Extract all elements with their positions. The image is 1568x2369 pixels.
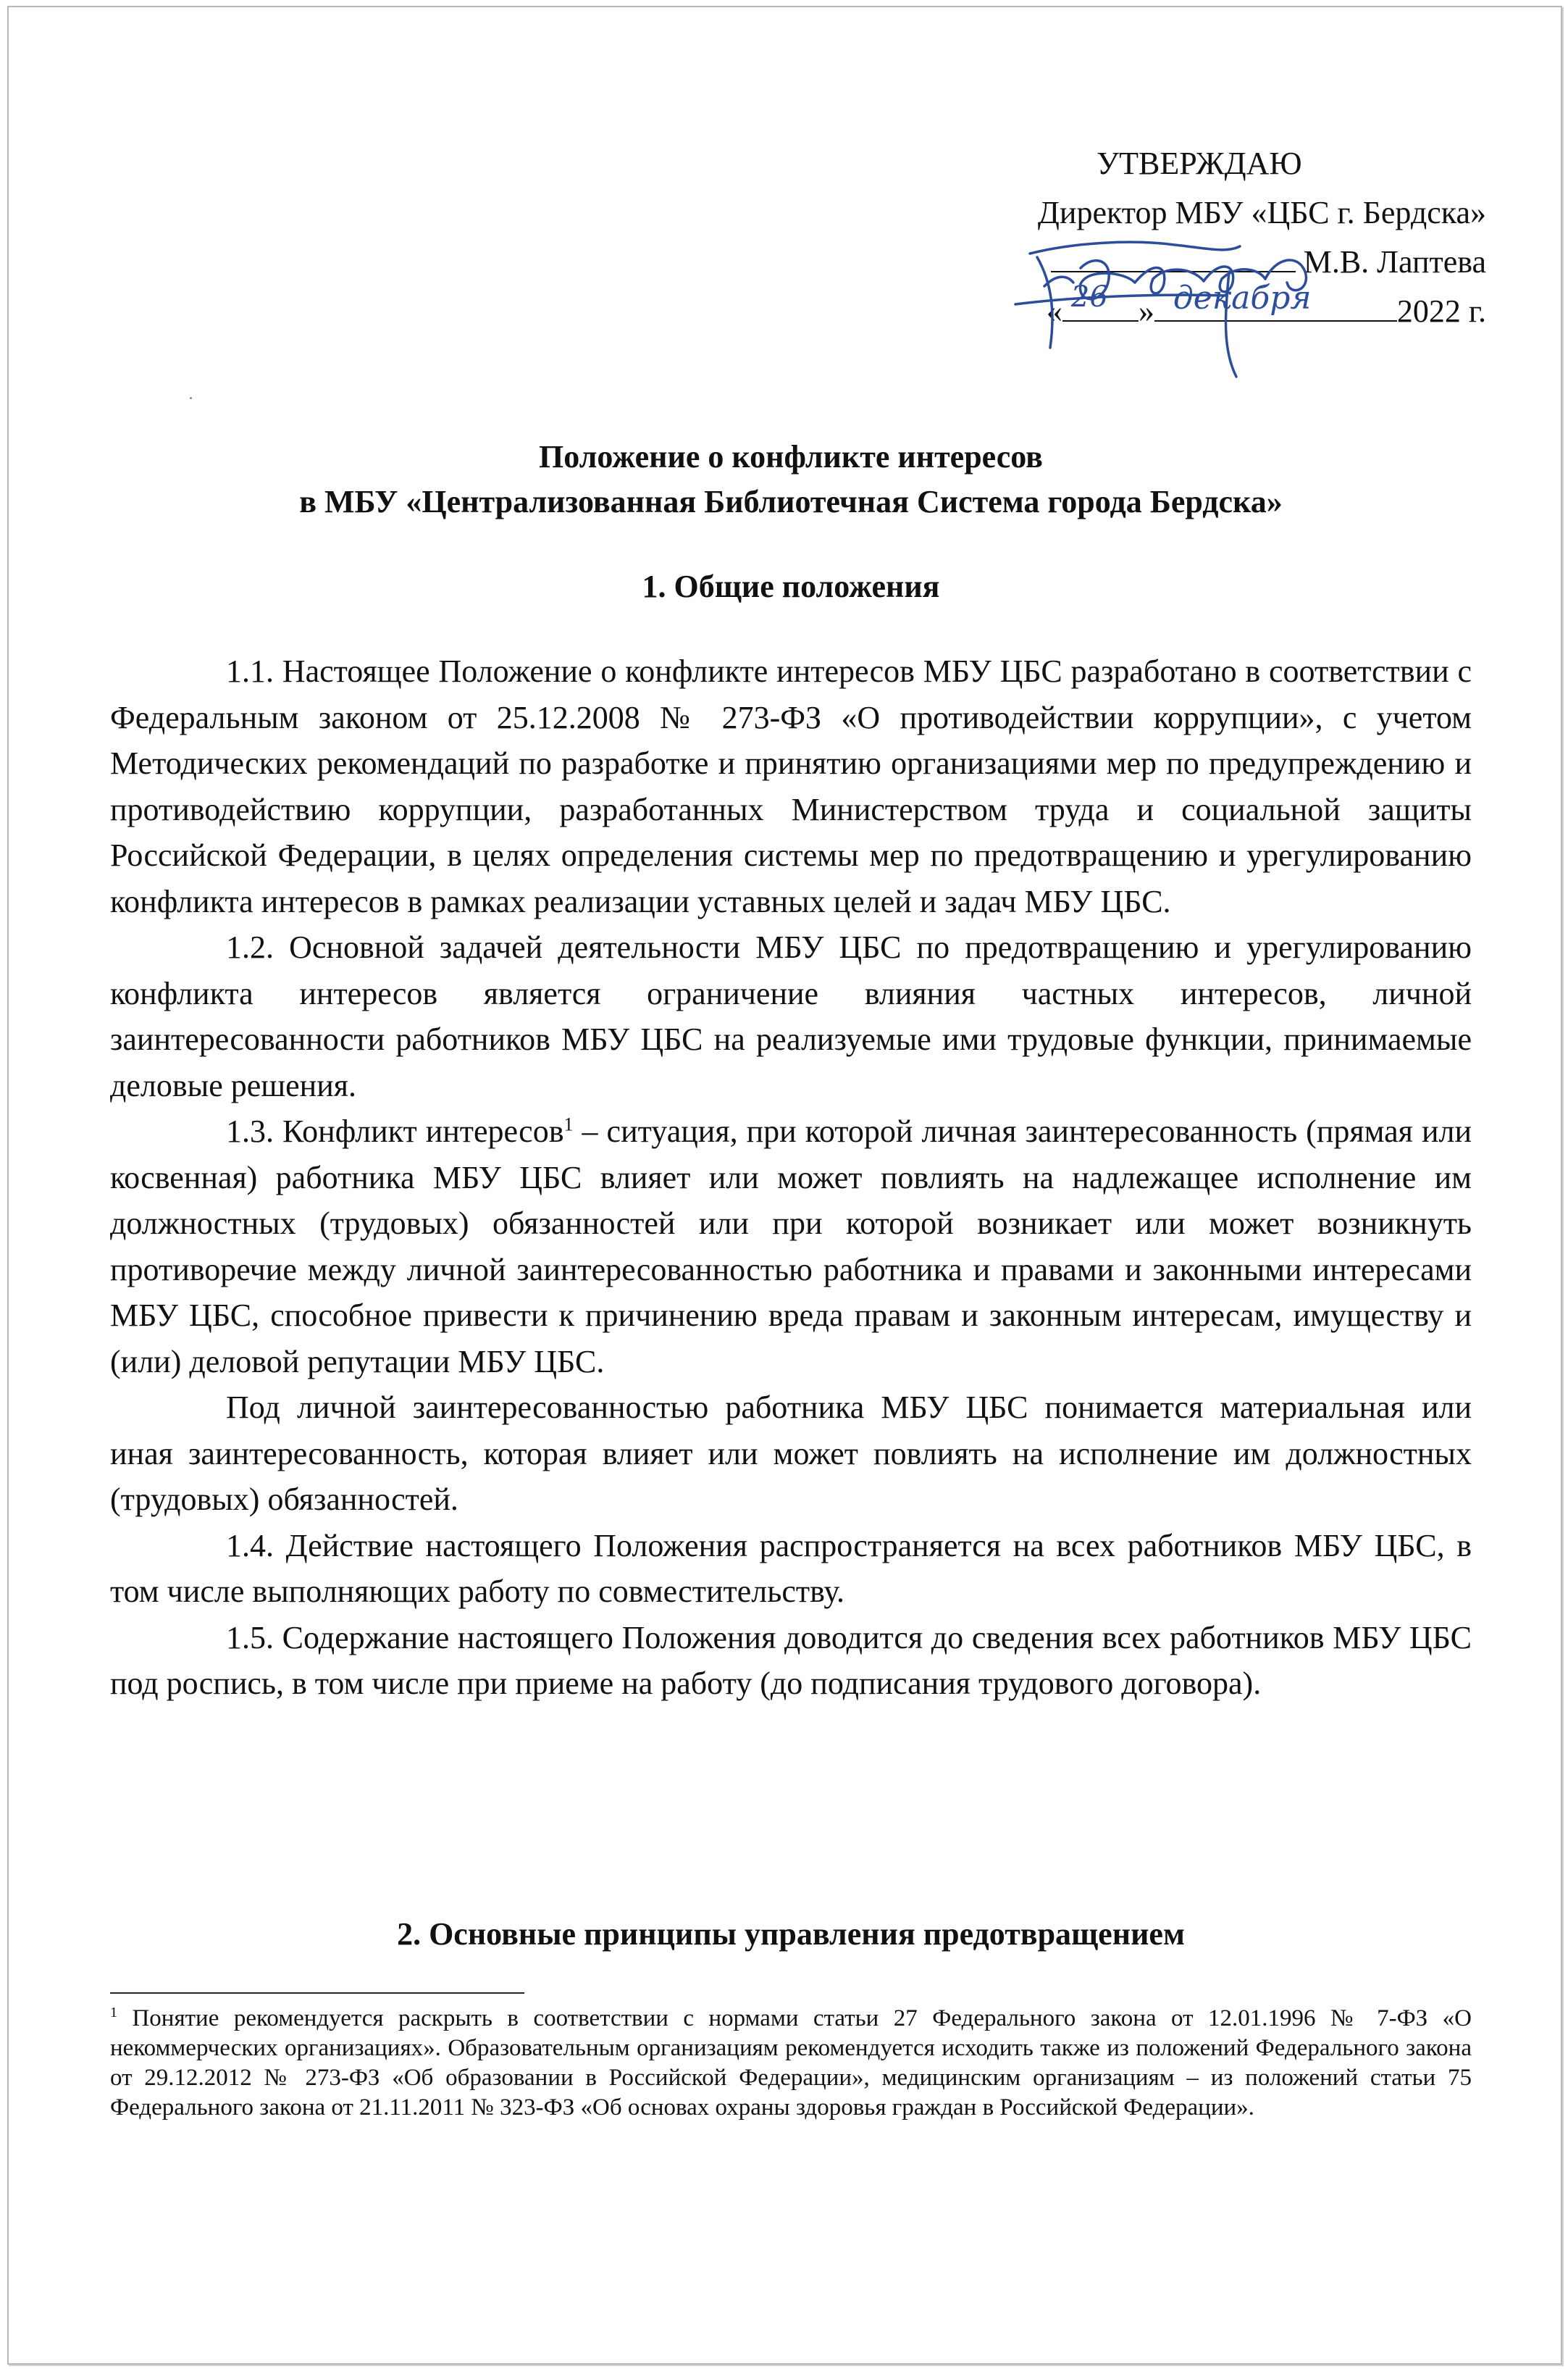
paragraph-1-3 <box>110 1108 1472 1384</box>
date-month-blank <box>1154 280 1397 322</box>
scan-speck <box>190 397 192 399</box>
date-day: 26 <box>1070 280 1108 314</box>
footnote-separator <box>110 1992 524 1994</box>
paragraph-1-3-start: 1.3. Конфликт интересов <box>226 1114 564 1149</box>
footnote-reference[interactable]: 1 <box>563 1114 574 1135</box>
approval-title: УТВЕРЖДАЮ <box>1097 146 1302 181</box>
approval-date-line <box>842 280 1486 336</box>
paragraph-1-4: 1.4. Действие настоящего Положения распространяется на всех работников МБУ ЦБС, в том числе выполняющих работу по совместительству. <box>110 1527 1472 1609</box>
paragraph-1-2: 1.2. Основной задачей деятельности МБУ ЦБС по предотвращению и урегулированию конфликта интересов является ограничение влияния частных интересов, личной заинтересованности работников МБУ ЦБС на реализуемые ими трудовые функции, принимаемые деловые решения. <box>110 929 1472 1103</box>
section-2-heading: 2. Основные принципы управления предотвращением <box>397 1916 1185 1952</box>
title-line-2: в МБУ «Централизованная Библиотечная Система города Бердска» <box>299 484 1283 519</box>
date-open-quote: « <box>1046 293 1062 329</box>
title-line-1: Положение о конфликте интересов <box>539 439 1043 475</box>
document-page <box>7 6 1562 2365</box>
footnote <box>110 2004 1472 2123</box>
approval-signer: М.В. Лаптева <box>1303 244 1486 280</box>
signature-blank <box>1051 239 1296 272</box>
footnote-mark: 1 <box>110 2005 117 2021</box>
approval-position: Директор МБУ «ЦБС г. Бердска» <box>1037 195 1486 230</box>
paragraph-1-5: 1.5. Содержание настоящего Положения доводится до сведения всех работников МБУ ЦБС под роспись, в том числе при приеме на работу (до подписания трудового договора). <box>110 1619 1472 1701</box>
approval-stamp <box>842 139 1486 336</box>
section-1-body <box>110 648 1472 1707</box>
document-title <box>110 435 1472 525</box>
paragraph-personal-interest: Под личной заинтересованностью работника МБУ ЦБС понимается материальная или иная заинтересованность, которая влияет или может повлиять на исполнение им должностных (трудовых) обязанностей. <box>110 1390 1472 1517</box>
paragraph-1-1: 1.1. Настоящее Положение о конфликте интересов МБУ ЦБС разработано в соответствии с Федеральным законом от 25.12.2008 № 273-ФЗ «О противодействии коррупции», с учетом Методических рекомендаций по разработке и принятию организациями мер по предупреждению и противодействию коррупции, разработанных Министерством труда и социальной защиты Российской Федерации, в целях определения системы мер по предотвращению и урегулированию конфликта интересов в рамках реализации уставных целей и задач МБУ ЦБС. <box>110 653 1472 919</box>
approval-signer-line <box>842 238 1486 287</box>
date-close-quote: » <box>1138 293 1154 329</box>
section-1-heading: 1. Общие положения <box>642 569 940 604</box>
footnote-text: Понятие рекомендуется раскрыть в соответствии с нормами статьи 27 Федерального закона от 12.01.1996 № 7-ФЗ «О некоммерческих организациях». Образовательным организациям рекомендуется исходить также из положений Федерального закона от 29.12.2012 № 273-ФЗ «Об образовании в Российской Федерации», медицинским организациям – из положений статьи 75 Федерального закона от 21.11.2011 № 323-ФЗ «Об основах охраны здоровья граждан в Российской Федерации». <box>110 2005 1472 2121</box>
date-month: декабря <box>1173 280 1312 317</box>
date-year: 2022 г. <box>1396 293 1486 329</box>
date-day-blank <box>1062 280 1139 322</box>
paragraph-1-3-rest: – ситуация, при которой личная заинтересованность (прямая или косвенная) работника МБУ ЦБС влияет или может повлиять на надлежащее исполнение им должностных (трудовых) обязанностей или при которой возникает или может возникнуть противоречие между личной заинтересованностью работника и правами и законными интересами МБУ ЦБС, способное привести к причинению вреда правам и законным интересам, имуществу и (или) деловой репутации МБУ ЦБС. <box>110 1114 1472 1379</box>
